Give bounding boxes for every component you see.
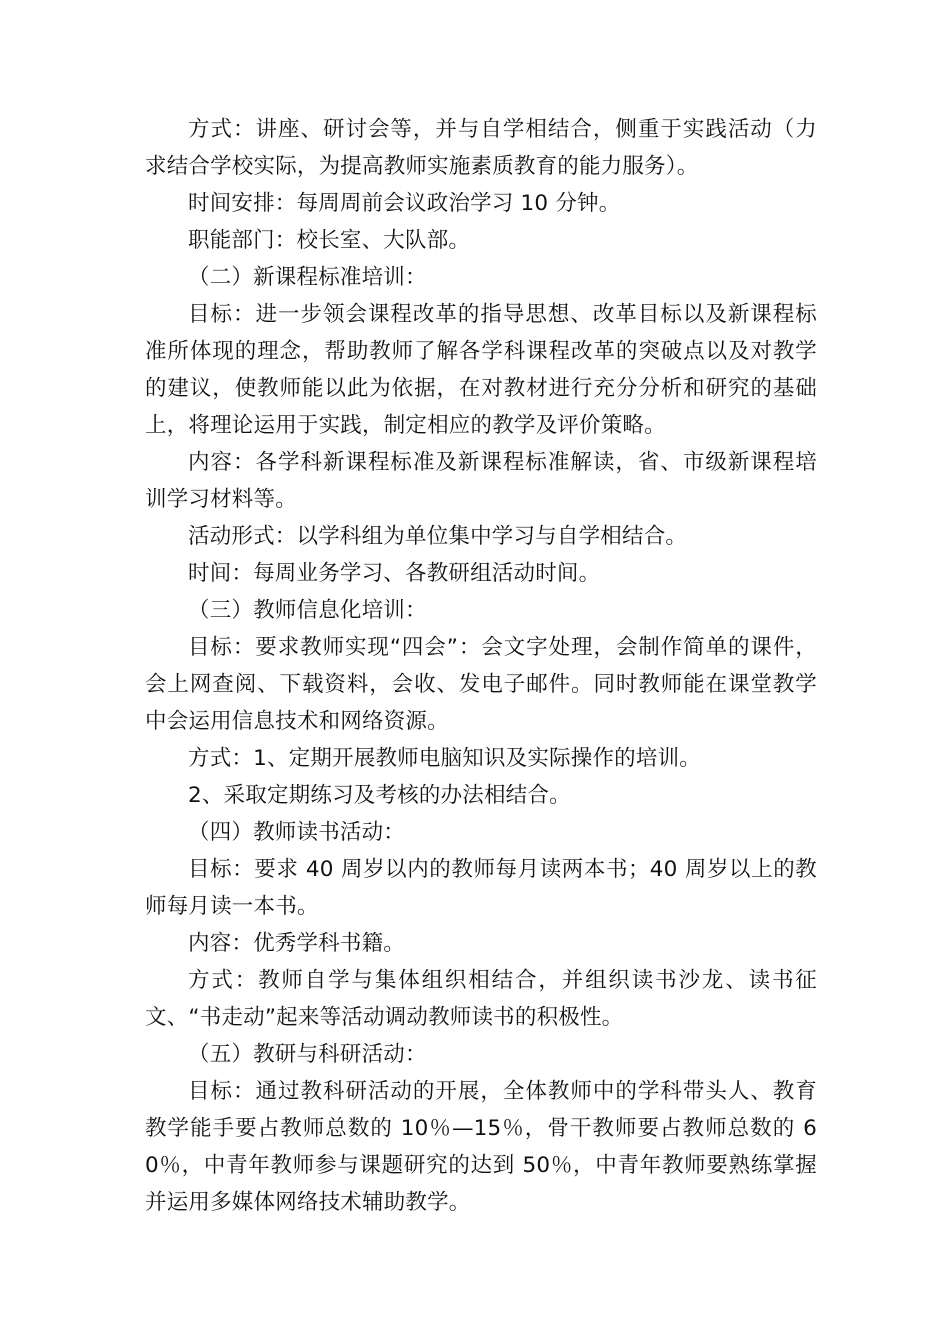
- section-heading-2: （二）新课程标准培训：: [188, 265, 427, 290]
- section-heading-5: （五）教研与科研活动：: [188, 1042, 427, 1067]
- document-page: [145, 111, 817, 1221]
- paragraph-goal-3: 目标：要求教师实现“四会”：会文字处理，会制作简单的课件，会上网查阅、下载资料，会收、发电子邮件。同时教师能在课堂教学中会运用信息技术和网络资源。: [145, 635, 817, 734]
- paragraph-goal-4: 目标：要求 40 周岁以内的教师每月读两本书；40 周岁以上的教师每月读一本书。: [145, 857, 817, 919]
- paragraph-goal-2: 目标：进一步领会课程改革的指导思想、改革目标以及新课程标准所体现的理念，帮助教师了解各学科课程改革的突破点以及对教学的建议，使教师能以此为依据，在对教材进行充分分析和研究的基础上，将理论运用于实践，制定相应的教学及评价策略。: [145, 302, 817, 438]
- section-heading-3: （三）教师信息化培训：: [188, 598, 427, 623]
- paragraph-schedule: 时间安排：每周周前会议政治学习 10 分钟。: [188, 191, 621, 216]
- paragraph-department: 职能部门：校长室、大队部。: [188, 228, 471, 253]
- paragraph-method-4: 方式：教师自学与集体组织相结合，并组织读书沙龙、读书征文、“书走动”起来等活动调动教师读书的积极性。: [145, 968, 817, 1030]
- paragraph-form-2: 活动形式：以学科组为单位集中学习与自学相结合。: [188, 524, 688, 549]
- paragraph-content-4: 内容：优秀学科书籍。: [188, 931, 406, 956]
- paragraph-method: 方式：讲座、研讨会等，并与自学相结合，侧重于实践活动（力求结合学校实际，为提高教师实施素质教育的能力服务）。: [145, 117, 817, 179]
- section-heading-4: （四）教师读书活动：: [188, 820, 406, 845]
- paragraph-time-2: 时间：每周业务学习、各教研组活动时间。: [188, 561, 601, 586]
- paragraph-goal-5: 目标：通过教科研活动的开展，全体教师中的学科带头人、教育教学能手要占教师总数的 10％—15％，骨干教师要占教师总数的 60％，中青年教师参与课题研究的达到 50％，中青年教师要熟练掌握并运用多媒体网络技术辅助教学。: [145, 1079, 817, 1215]
- paragraph-method-3-2: 2、采取定期练习及考核的办法相结合。: [188, 783, 571, 808]
- paragraph-method-3-1: 方式：1、定期开展教师电脑知识及实际操作的培训。: [188, 746, 701, 771]
- paragraph-content-2: 内容：各学科新课程标准及新课程标准解读，省、市级新课程培训学习材料等。: [145, 450, 817, 512]
